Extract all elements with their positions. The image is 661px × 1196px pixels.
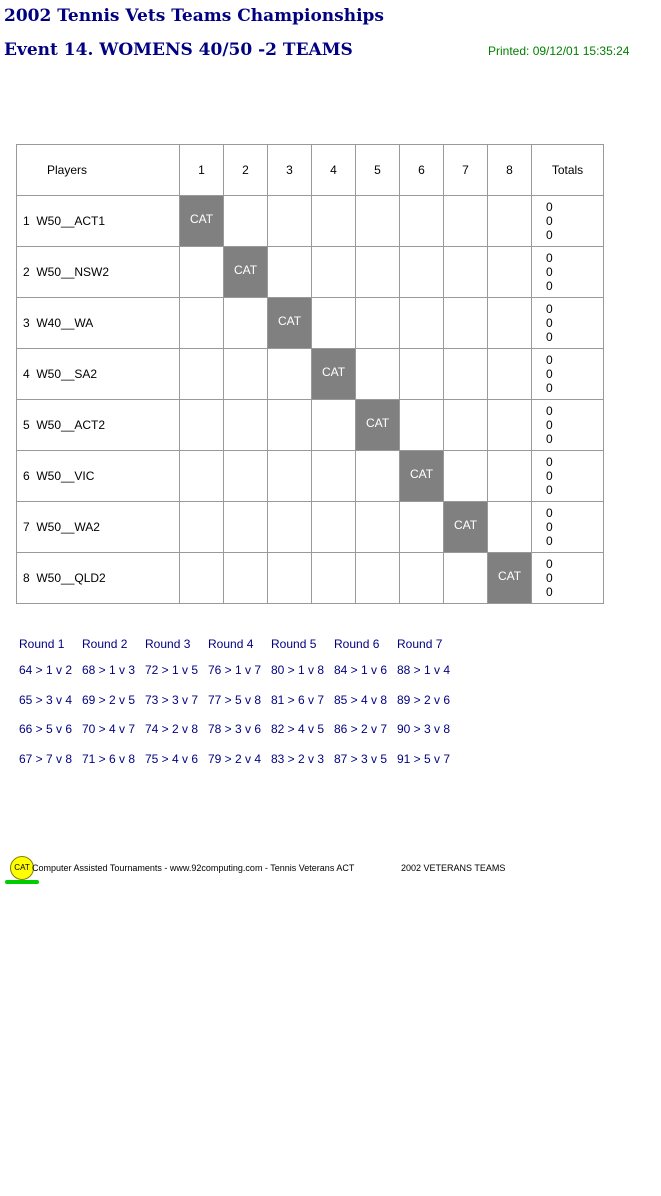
result-cell	[268, 553, 312, 604]
result-cell	[400, 349, 444, 400]
result-cell	[356, 298, 400, 349]
totals-cell	[532, 451, 604, 502]
match-entry: 68 > 1 v 3	[82, 663, 136, 677]
result-cell	[180, 502, 224, 553]
total-value: 0	[546, 469, 553, 483]
match-entry: 85 > 4 v 8	[334, 692, 388, 707]
table-row	[17, 451, 604, 502]
table-row	[17, 400, 604, 451]
result-cell	[268, 196, 312, 247]
total-value: 0	[546, 214, 553, 228]
match-entry: 69 > 2 v 5	[82, 692, 136, 707]
match-entry: 78 > 3 v 6	[208, 722, 262, 736]
result-cell	[180, 349, 224, 400]
result-cell	[268, 247, 312, 298]
total-value: 0	[546, 506, 553, 520]
footer-credit: Computer Assisted Tournaments - www.92computing.com - Tennis Veterans ACT	[32, 863, 355, 873]
result-cell	[180, 400, 224, 451]
result-cell	[312, 400, 356, 451]
result-cell	[224, 553, 268, 604]
results-grid	[16, 144, 604, 604]
total-value: 0	[546, 353, 553, 367]
totals-cell	[532, 349, 604, 400]
total-value: 0	[546, 265, 553, 279]
match-entry: 84 > 1 v 6	[334, 663, 388, 677]
result-cell	[356, 451, 400, 502]
cat-cell: CAT	[356, 400, 400, 451]
round-column	[19, 637, 82, 781]
page-title: 2002 Tennis Vets Teams Championships	[4, 6, 384, 26]
round-label: Round 6	[334, 637, 380, 651]
result-cell	[444, 298, 488, 349]
event-title: Event 14. WOMENS 40/50 -2 TEAMS	[4, 40, 353, 60]
total-value: 0	[546, 432, 553, 446]
round-column	[145, 637, 208, 781]
match-entry: 66 > 5 v 6	[19, 722, 73, 736]
result-cell	[224, 502, 268, 553]
match-entry: 71 > 6 v 8	[82, 751, 136, 766]
match-entry: 80 > 1 v 8	[271, 663, 325, 677]
match-entry: 64 > 1 v 2	[19, 663, 73, 677]
result-cell	[180, 451, 224, 502]
result-cell	[268, 451, 312, 502]
round-column	[397, 637, 460, 781]
match-entry: 65 > 3 v 4	[19, 692, 73, 707]
player-name: 4 W50__SA2	[17, 349, 180, 400]
match-entry: 90 > 3 v 8	[397, 722, 451, 736]
table-row	[17, 553, 604, 604]
result-cell	[224, 196, 268, 247]
table-row	[17, 196, 604, 247]
result-cell	[444, 451, 488, 502]
result-cell	[444, 349, 488, 400]
match-entry: 89 > 2 v 6	[397, 692, 451, 707]
cat-cell: CAT	[224, 247, 268, 298]
result-cell	[488, 451, 532, 502]
table-row	[17, 247, 604, 298]
match-entry: 73 > 3 v 7	[145, 692, 199, 707]
column-header: 3	[268, 145, 312, 196]
round-column	[82, 637, 145, 781]
total-value: 0	[546, 455, 553, 469]
footer-event-name: 2002 VETERANS TEAMS	[401, 863, 506, 873]
result-cell	[356, 247, 400, 298]
grid-header-row	[17, 145, 604, 196]
result-cell	[312, 196, 356, 247]
totals-cell	[532, 196, 604, 247]
result-cell	[180, 298, 224, 349]
result-cell	[400, 553, 444, 604]
match-entry: 91 > 5 v 7	[397, 751, 451, 766]
cat-cell: CAT	[180, 196, 224, 247]
column-header: 7	[444, 145, 488, 196]
result-cell	[488, 196, 532, 247]
match-entry: 77 > 5 v 8	[208, 692, 262, 707]
total-value: 0	[546, 279, 553, 293]
match-entry: 87 > 3 v 5	[334, 751, 388, 766]
column-header: 5	[356, 145, 400, 196]
match-entry: 83 > 2 v 3	[271, 751, 325, 766]
total-value: 0	[546, 367, 553, 381]
round-column	[271, 637, 334, 781]
cat-cell: CAT	[312, 349, 356, 400]
result-cell	[444, 247, 488, 298]
result-cell	[356, 553, 400, 604]
result-cell	[444, 553, 488, 604]
result-cell	[488, 502, 532, 553]
table-row	[17, 349, 604, 400]
result-cell	[488, 247, 532, 298]
match-entry: 86 > 2 v 7	[334, 722, 388, 736]
column-header: 2	[224, 145, 268, 196]
cat-cell: CAT	[444, 502, 488, 553]
total-value: 0	[546, 418, 553, 432]
result-cell	[180, 553, 224, 604]
result-cell	[268, 349, 312, 400]
table-row	[17, 502, 604, 553]
match-entry: 82 > 4 v 5	[271, 722, 325, 736]
match-entry: 88 > 1 v 4	[397, 663, 451, 677]
total-value: 0	[546, 483, 553, 497]
players-header: Players	[17, 145, 180, 196]
column-header: 1	[180, 145, 224, 196]
totals-cell	[532, 502, 604, 553]
total-value: 0	[546, 302, 553, 316]
result-cell	[224, 400, 268, 451]
totals-cell	[532, 400, 604, 451]
result-cell	[224, 349, 268, 400]
total-value: 0	[546, 534, 553, 548]
match-entry: 79 > 2 v 4	[208, 751, 262, 766]
round-label: Round 1	[19, 637, 65, 651]
round-label: Round 5	[271, 637, 317, 651]
result-cell	[312, 502, 356, 553]
result-cell	[356, 196, 400, 247]
round-label: Round 4	[208, 637, 254, 651]
printed-timestamp: Printed: 09/12/01 15:35:24	[488, 44, 630, 58]
table-row	[17, 298, 604, 349]
result-cell	[312, 298, 356, 349]
match-entry: 72 > 1 v 5	[145, 663, 199, 677]
totals-cell	[532, 298, 604, 349]
result-cell	[312, 553, 356, 604]
player-name: 3 W40__WA	[17, 298, 180, 349]
totals-header: Totals	[532, 145, 604, 196]
result-cell	[488, 349, 532, 400]
player-name: 8 W50__QLD2	[17, 553, 180, 604]
match-entry: 70 > 4 v 7	[82, 722, 136, 736]
total-value: 0	[546, 251, 553, 265]
player-name: 7 W50__WA2	[17, 502, 180, 553]
result-cell	[400, 400, 444, 451]
result-cell	[180, 247, 224, 298]
round-column	[208, 637, 271, 781]
cat-cell: CAT	[400, 451, 444, 502]
result-cell	[312, 247, 356, 298]
player-name: 5 W50__ACT2	[17, 400, 180, 451]
total-value: 0	[546, 557, 553, 571]
result-cell	[356, 502, 400, 553]
round-label: Round 3	[145, 637, 191, 651]
result-cell	[312, 451, 356, 502]
result-cell	[268, 502, 312, 553]
result-cell	[224, 451, 268, 502]
result-cell	[224, 298, 268, 349]
total-value: 0	[546, 381, 553, 395]
result-cell	[400, 298, 444, 349]
totals-cell	[532, 553, 604, 604]
result-cell	[356, 349, 400, 400]
match-entry: 76 > 1 v 7	[208, 663, 262, 677]
total-value: 0	[546, 404, 553, 418]
round-label: Round 7	[397, 637, 443, 651]
totals-cell	[532, 247, 604, 298]
round-column	[334, 637, 397, 781]
result-cell	[444, 400, 488, 451]
result-cell	[400, 502, 444, 553]
result-cell	[488, 400, 532, 451]
total-value: 0	[546, 571, 553, 585]
total-value: 0	[546, 520, 553, 534]
player-name: 6 W50__VIC	[17, 451, 180, 502]
total-value: 0	[546, 330, 553, 344]
match-entry: 67 > 7 v 8	[19, 751, 73, 766]
total-value: 0	[546, 200, 553, 214]
column-header: 8	[488, 145, 532, 196]
match-entry: 81 > 6 v 7	[271, 692, 325, 707]
column-header: 4	[312, 145, 356, 196]
total-value: 0	[546, 316, 553, 330]
round-label: Round 2	[82, 637, 128, 651]
result-cell	[400, 196, 444, 247]
result-cell	[268, 400, 312, 451]
match-entry: 74 > 2 v 8	[145, 722, 199, 736]
player-name: 2 W50__NSW2	[17, 247, 180, 298]
footer	[5, 856, 525, 886]
result-cell	[400, 247, 444, 298]
cat-logo-icon: CAT	[10, 856, 34, 880]
cat-cell: CAT	[268, 298, 312, 349]
logo-underline	[5, 880, 39, 884]
column-header: 6	[400, 145, 444, 196]
player-name: 1 W50__ACT1	[17, 196, 180, 247]
match-entry: 75 > 4 v 6	[145, 751, 199, 766]
result-cell	[444, 196, 488, 247]
total-value: 0	[546, 585, 553, 599]
cat-cell: CAT	[488, 553, 532, 604]
total-value: 0	[546, 228, 553, 242]
result-cell	[488, 298, 532, 349]
